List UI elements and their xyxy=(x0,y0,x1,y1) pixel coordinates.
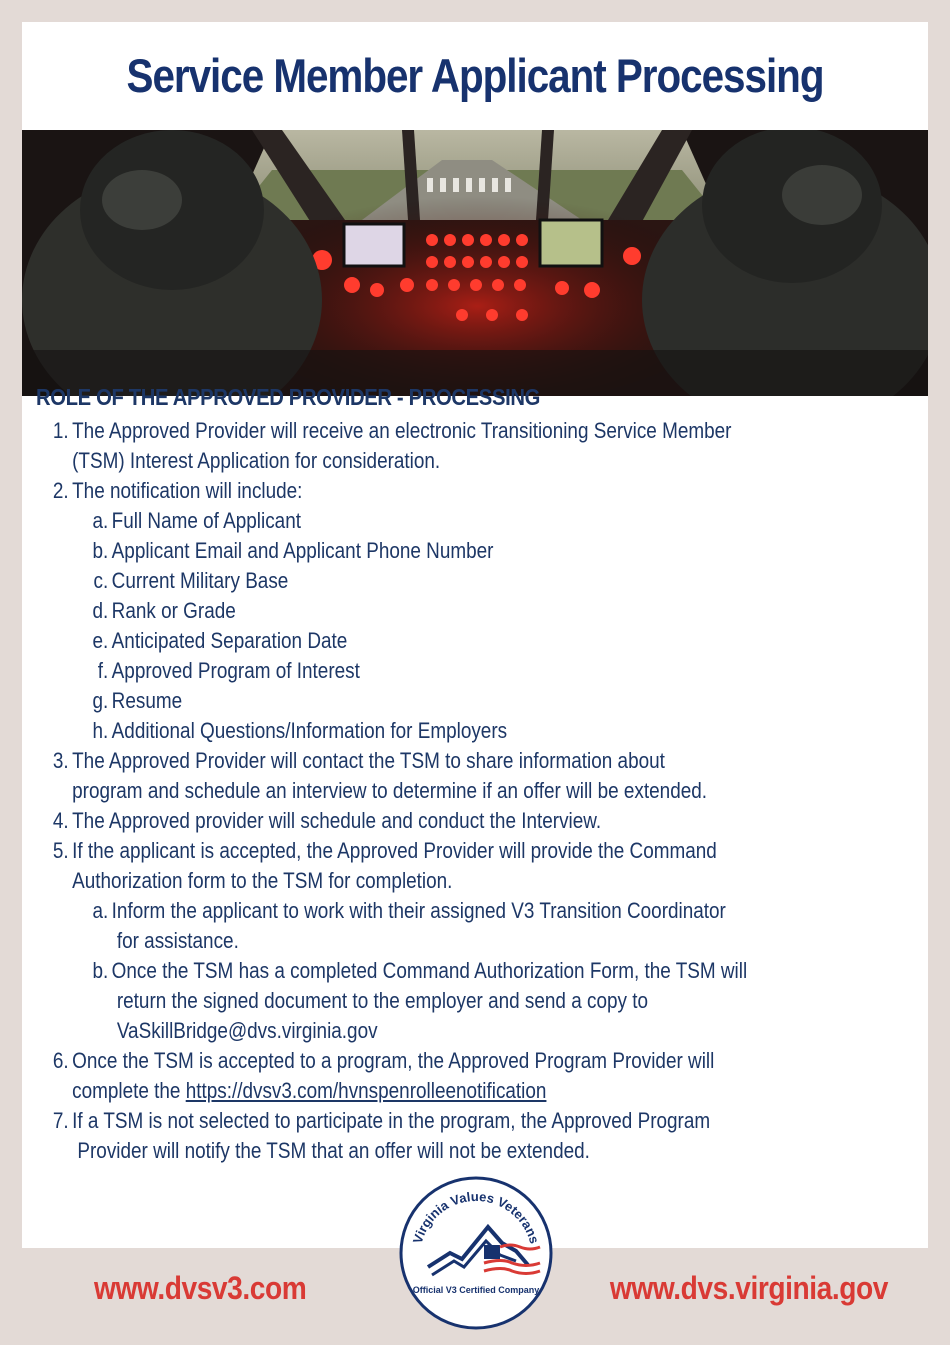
list-item: 5. If the applicant is accepted, the Approved Provider will provide the Command xyxy=(52,838,717,863)
sub-list-item: e. Anticipated Separation Date xyxy=(92,628,348,653)
list-item-continued: Provider will notify the TSM that an offer will not be extended. xyxy=(72,1138,590,1163)
v3-certified-seal xyxy=(398,1175,554,1331)
list-item-continued: complete the https://dvsv3.com/hvnspenrolleenotification xyxy=(72,1078,547,1103)
seal-top-text: Virginia Values Veterans xyxy=(409,1188,543,1246)
processing-section xyxy=(36,384,896,1166)
seal-bottom-text: Official V3 Certified Company xyxy=(412,1285,540,1295)
sub-list-item: b. Applicant Email and Applicant Phone Number xyxy=(92,538,494,563)
sub-list-item: d. Rank or Grade xyxy=(92,598,236,623)
list-item: 6. Once the TSM is accepted to a program, the Approved Program Provider will xyxy=(52,1048,715,1073)
sub-list-item-continued: return the signed document to the employer and send a copy to xyxy=(116,988,648,1013)
list-item: 1. The Approved Provider will receive an electronic Transitioning Service Member xyxy=(52,418,732,443)
sub-list-item: g. Resume xyxy=(92,688,183,713)
list-item: 7. If a TSM is not selected to participate in the program, the Approved Program xyxy=(52,1108,711,1133)
sub-list-item: f. Approved Program of Interest xyxy=(97,658,360,683)
dvs-virginia-url-link[interactable]: www.dvs.virginia.gov xyxy=(609,1270,888,1306)
list-item: 4. The Approved provider will schedule and conduct the Interview. xyxy=(52,808,602,833)
sub-list-item: a. Full Name of Applicant xyxy=(92,508,301,533)
list-item-continued: program and schedule an interview to determine if an offer will be extended. xyxy=(72,778,708,803)
sub-list-item: a. Inform the applicant to work with their assigned V3 Transition Coordinator xyxy=(92,898,726,923)
section-heading: ROLE OF THE APPROVED PROVIDER - PROCESSING xyxy=(36,384,541,410)
cockpit-photo xyxy=(22,130,928,396)
page-title: Service Member Applicant Processing xyxy=(126,49,824,102)
list-item-continued: Authorization form to the TSM for completion. xyxy=(72,868,453,893)
dvsv3-url-link[interactable]: www.dvsv3.com xyxy=(94,1270,307,1306)
sub-list-item: b. Once the TSM has a completed Command Authorization Form, the TSM will xyxy=(92,958,748,983)
enrollee-notification-link[interactable]: https://dvsv3.com/hvnspenrolleenotification xyxy=(185,1078,547,1103)
list-item: 2. The notification will include: xyxy=(52,478,303,503)
sub-list-item: c. Current Military Base xyxy=(93,568,289,593)
skillbridge-email: VaSkillBridge@dvs.virginia.gov xyxy=(116,1018,378,1043)
list-item-continued: (TSM) Interest Application for consideration. xyxy=(72,448,441,473)
list-item: 3. The Approved Provider will contact the TSM to share information about xyxy=(52,748,665,773)
sub-list-item: h. Additional Questions/Information for Employers xyxy=(92,718,508,743)
sub-list-item-continued: for assistance. xyxy=(116,928,239,953)
sub-list-item-continued xyxy=(36,1016,776,1046)
